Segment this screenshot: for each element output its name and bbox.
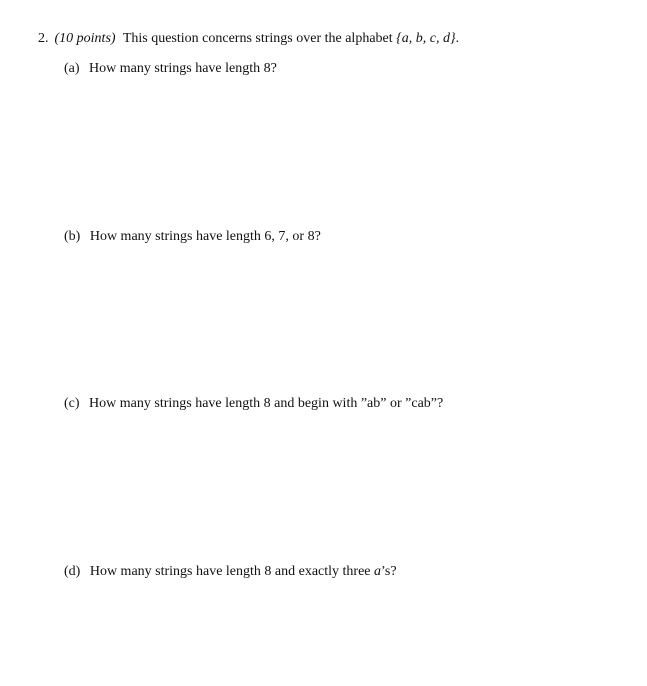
part-d-math-a: a: [374, 564, 382, 579]
problem-points: (10 points): [54, 31, 116, 46]
problem-text: This question concerns strings over the alphabet: [122, 31, 393, 46]
part-d-question: How many strings have length 8 and exactly three: [89, 564, 371, 579]
part-b: [64, 228, 321, 246]
problem-number: 2.: [38, 31, 49, 46]
part-c-question: How many strings have length 8 and begin with ”ab” or ”cab”?: [89, 396, 444, 411]
part-d-question-end: ’s?: [381, 564, 397, 579]
part-b-question: How many strings have length 6, 7, or 8?: [89, 229, 321, 244]
part-c: [64, 395, 443, 413]
part-a-label: (a): [64, 61, 80, 76]
problem-period: .: [455, 31, 460, 46]
part-c-label: (c): [64, 396, 80, 411]
part-a-question: How many strings have length 8?: [89, 61, 277, 76]
part-b-label: (b): [64, 229, 81, 244]
part-d-label: (d): [64, 564, 81, 579]
problem-statement: [38, 30, 459, 48]
alphabet-set: {a, b, c, d}: [396, 31, 456, 46]
part-a: [64, 60, 277, 78]
part-d: [64, 563, 397, 581]
